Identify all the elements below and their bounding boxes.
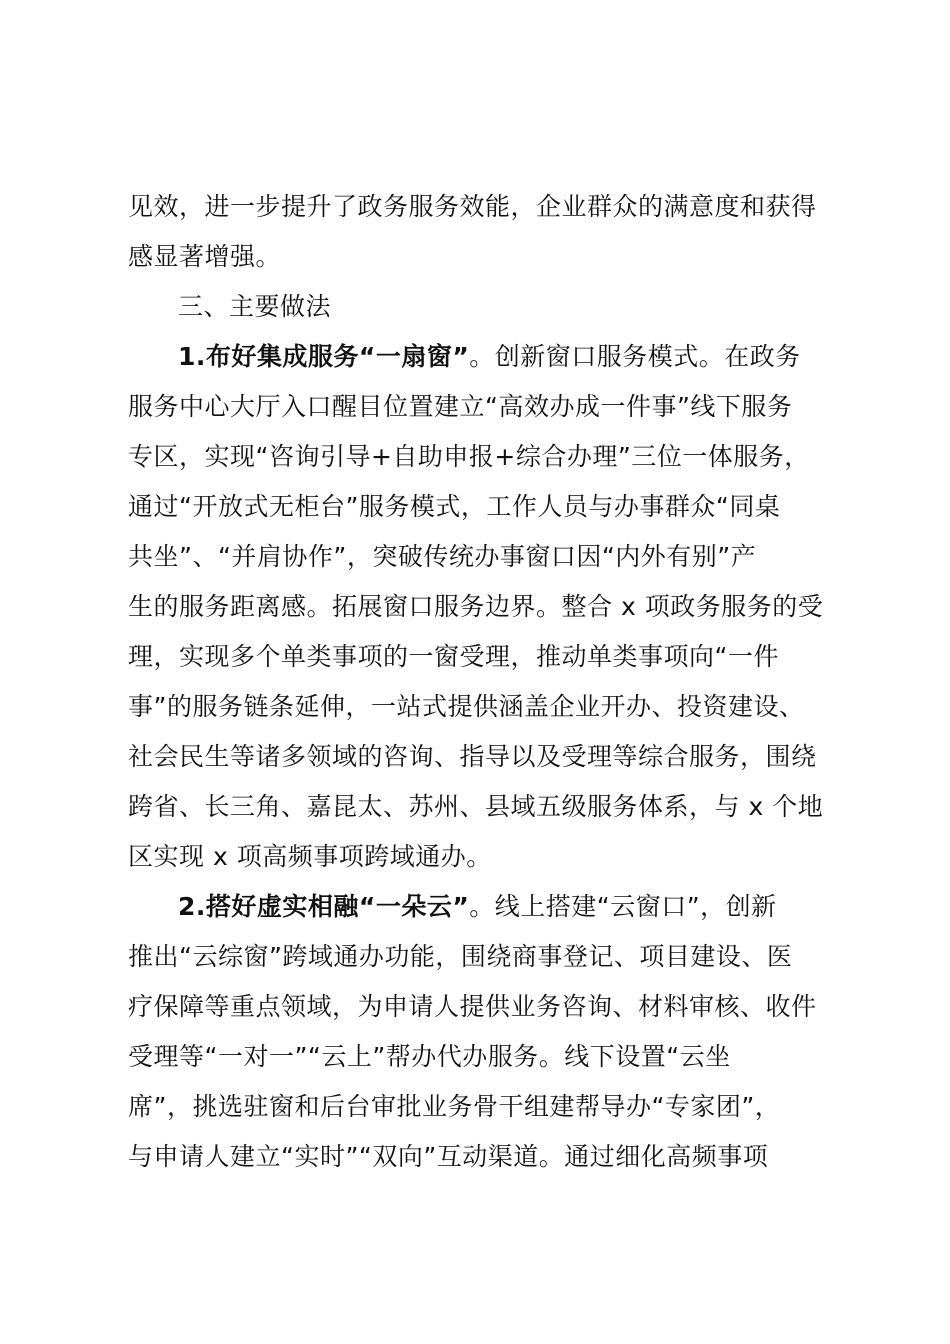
subsection-heading: 2.搭好虚实相融“一朵云” <box>178 892 470 921</box>
paragraph-line: 见效，进一步提升了政务服务效能，企业群众的满意度和获得 <box>128 192 817 221</box>
paragraph-text: 。创新窗口服务模式。在政务 <box>469 342 801 371</box>
paragraph-line: 生的服务距离感。拓展窗口服务边界。整合 x 项政务服务的受 <box>128 592 824 621</box>
paragraph-line: 社会民生等诸多领域的咨询、指导以及受理等综合服务，围绕 <box>128 742 817 771</box>
paragraph-line: 通过“开放式无柜台”服务模式，工作人员与办事群众“同桌 <box>128 492 781 521</box>
paragraph-line: 感显著增强。 <box>128 242 282 271</box>
paragraph-line: 受理等“一对一”“云上”帮办代办服务。线下设置“云坐 <box>128 1042 731 1071</box>
section-heading: 三、主要做法 <box>178 292 332 321</box>
paragraph-line: 席”，挑选驻窗和后台审批业务骨干组建帮导办“专家团”， <box>128 1092 781 1121</box>
paragraph-line: 事”的服务链条延伸，一站式提供涵盖企业开办、投资建设、 <box>128 692 805 721</box>
paragraph-line <box>178 892 777 922</box>
subsection-heading: 1.布好集成服务“一扇窗” <box>178 342 470 371</box>
paragraph-line: 共坐”、“并肩协作”，突破传统办事窗口因“内外有别”产 <box>128 542 757 571</box>
paragraph-text: 。线上搭建“云窗口”，创新 <box>469 892 777 921</box>
paragraph-line: 疗保障等重点领域，为申请人提供业务咨询、材料审核、收件 <box>128 992 817 1021</box>
paragraph-line: 专区，实现“咨询引导+自助申报+综合办理”三位一体服务， <box>128 442 810 471</box>
paragraph-line: 区实现 x 项高频事项跨域通办。 <box>128 842 492 871</box>
paragraph-line <box>178 342 801 372</box>
paragraph-line: 服务中心大厅入口醒目位置建立“高效办成一件事”线下服务 <box>128 392 793 421</box>
paragraph-line: 与申请人建立“实时”“双向”互动渠道。通过细化高频事项 <box>128 1142 769 1171</box>
paragraph-line: 推出“云综窗”跨域通办功能，围绕商事登记、项目建设、医 <box>128 942 793 971</box>
paragraph-line: 理，实现多个单类事项的一窗受理，推动单类事项向“一件 <box>128 642 779 671</box>
paragraph-line: 跨省、长三角、嘉昆太、苏州、县域五级服务体系，与 x 个地 <box>128 792 824 821</box>
